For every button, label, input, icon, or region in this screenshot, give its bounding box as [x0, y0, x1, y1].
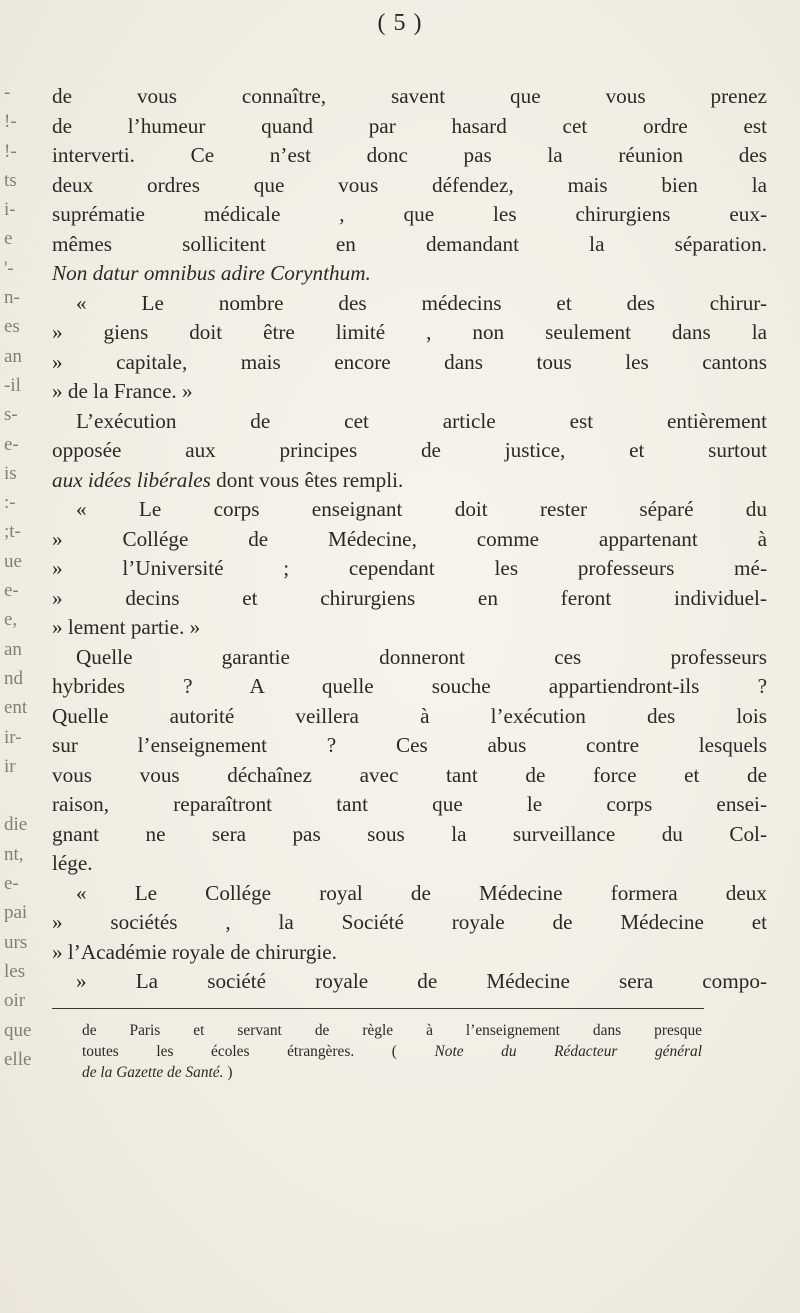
text-line [52, 525, 767, 555]
bleed-fragment: s- [4, 404, 18, 426]
text-line [52, 230, 767, 260]
text-run: vous vous déchaînez avec tant de force et de [52, 762, 767, 787]
bleed-fragment [0, 781, 48, 810]
bleed-fragment: e- [4, 873, 19, 895]
bleed-fragment: ;t- [4, 521, 21, 543]
text-line [52, 761, 767, 791]
text-run: » capitale, mais encore dans tous les cantons [52, 349, 767, 374]
text-line [52, 584, 767, 614]
bleed-fragment: :- [4, 492, 16, 514]
page-number: ( 5 ) [377, 10, 423, 36]
italic-text: Note du Rédacteur général [434, 1043, 702, 1060]
italic-text: aux idées libérales [52, 467, 211, 492]
bleed-fragment: e, [4, 609, 18, 631]
bleed-fragment: oir [4, 990, 26, 1012]
bleed-fragment: ts [4, 169, 17, 191]
text-line [52, 436, 767, 466]
text-run: mêmes sollicitent en demandant la séparation. [52, 231, 767, 256]
bleed-fragment: e- [4, 580, 19, 602]
text-run: » l’Académie royale de chirurgie. [52, 939, 337, 964]
text-run: » La société royale de Médecine sera compo- [76, 969, 767, 993]
text-run: Quelle garantie donneront ces professeurs [76, 644, 767, 669]
text-line [52, 790, 767, 820]
bleed-fragment: e- [4, 433, 19, 455]
text-line [52, 643, 767, 673]
text-line [52, 613, 767, 643]
footnote [52, 1020, 702, 1083]
bleed-fragment: n- [4, 287, 20, 309]
text-run: sur l’enseignement ? Ces abus contre lesquels [52, 733, 767, 757]
bleed-fragment: urs [4, 931, 28, 953]
text-line [52, 702, 767, 732]
bleed-fragment: i- [4, 199, 16, 221]
bleed-fragment: is [4, 462, 17, 484]
footnote-line [52, 1062, 702, 1083]
text-run: ) [223, 1064, 233, 1081]
text-line [52, 554, 767, 584]
text-line [52, 731, 767, 761]
text-run: interverti. Ce n’est donc pas la réunion des [52, 143, 767, 167]
bleed-fragment: '- [4, 257, 14, 279]
text-line [52, 967, 767, 997]
bleed-fragment: !- [4, 140, 17, 162]
text-line [52, 348, 767, 378]
text-run: opposée aux principes de justice, et surtout [52, 438, 767, 462]
bleed-fragment: ent [4, 697, 28, 719]
text-line [52, 259, 767, 289]
text-run: de vous connaître, savent que vous prenez [52, 84, 767, 108]
bleed-fragment: -il [4, 374, 21, 396]
text-run: de Paris et servant de règle à l’enseignement dans presque [82, 1022, 702, 1039]
text-line [52, 495, 767, 525]
bleed-fragment: que [4, 1019, 32, 1041]
text-line [52, 908, 767, 938]
bleed-fragment: an [4, 345, 22, 367]
text-run: Quelle autorité veillera à l’exécution des lois [52, 703, 767, 728]
text-run: » de la France. » [52, 379, 193, 403]
bleed-fragment: die [4, 814, 28, 836]
body-text [52, 82, 767, 997]
bleed-fragment: e [4, 228, 13, 250]
bleed-fragment: ir [4, 755, 16, 777]
text-line [52, 879, 767, 909]
text-run: dont vous êtes rempli. [210, 467, 404, 492]
text-run: lége. [52, 851, 93, 875]
text-line [52, 318, 767, 348]
footnote-line [52, 1020, 702, 1041]
text-line [52, 200, 767, 230]
text-run: raison, reparaîtront tant que le corps ensei- [52, 792, 767, 816]
text-run: » sociétés , la Société royale de Médecine et [52, 910, 767, 934]
text-line [52, 112, 767, 142]
bleed-fragment: !- [4, 111, 17, 133]
italic-text: de la Gazette de Santé. [82, 1064, 224, 1081]
text-run: de l’humeur quand par hasard cet ordre est [52, 113, 767, 138]
text-run: » l’Université ; cependant les professeurs mé- [52, 556, 767, 580]
text-run: gnant ne sera pas sous la surveillance du Col- [52, 821, 767, 846]
italic-text: Non datur omnibus adire Corynthum. [52, 261, 371, 285]
text-run: » decins et chirurgiens en feront individuel- [52, 585, 767, 610]
text-run: » lement partie. » [52, 615, 201, 639]
text-run: L’exécution de cet article est entièrement [76, 408, 767, 433]
footnote-line [52, 1041, 702, 1062]
text-run: « Le corps enseignant doit rester séparé du [76, 497, 767, 521]
text-run: toutes les écoles étrangères. ( [82, 1043, 435, 1060]
text-line [52, 672, 767, 702]
bleed-fragment: an [4, 638, 22, 660]
text-line [52, 171, 767, 201]
text-line [52, 289, 767, 319]
bleed-fragment: nd [4, 667, 23, 689]
bleed-fragment: es [4, 316, 20, 338]
text-run: suprématie médicale , que les chirurgiens eux- [52, 202, 767, 226]
text-line [52, 938, 767, 968]
text-run: deux ordres que vous défendez, mais bien la [52, 172, 767, 197]
text-run: » giens doit être limité , non seulement dans la [52, 320, 767, 344]
bleed-fragment: nt, [4, 843, 24, 865]
bleed-fragment: - [4, 82, 11, 103]
text-run: hybrides ? A quelle souche appartiendront-ils ? [52, 674, 767, 698]
text-line [52, 466, 767, 496]
text-run: « Le Collége royal de Médecine formera deux [76, 880, 767, 905]
text-line [52, 407, 767, 437]
bleed-fragment: ue [4, 550, 22, 572]
text-line [52, 849, 767, 879]
text-line [52, 820, 767, 850]
bleed-fragment: ir- [4, 726, 22, 748]
footnote-divider [52, 1008, 704, 1009]
text-run: « Le nombre des médecins et des chirur- [76, 290, 767, 315]
text-line [52, 377, 767, 407]
bleed-fragment: les [4, 960, 26, 982]
text-line [52, 82, 767, 112]
bleed-fragment: pai [4, 902, 28, 924]
margin-bleed-through [0, 78, 48, 1074]
text-run: » Collége de Médecine, comme appartenant à [52, 526, 767, 551]
bleed-fragment: elle [4, 1048, 32, 1070]
text-line [52, 141, 767, 171]
